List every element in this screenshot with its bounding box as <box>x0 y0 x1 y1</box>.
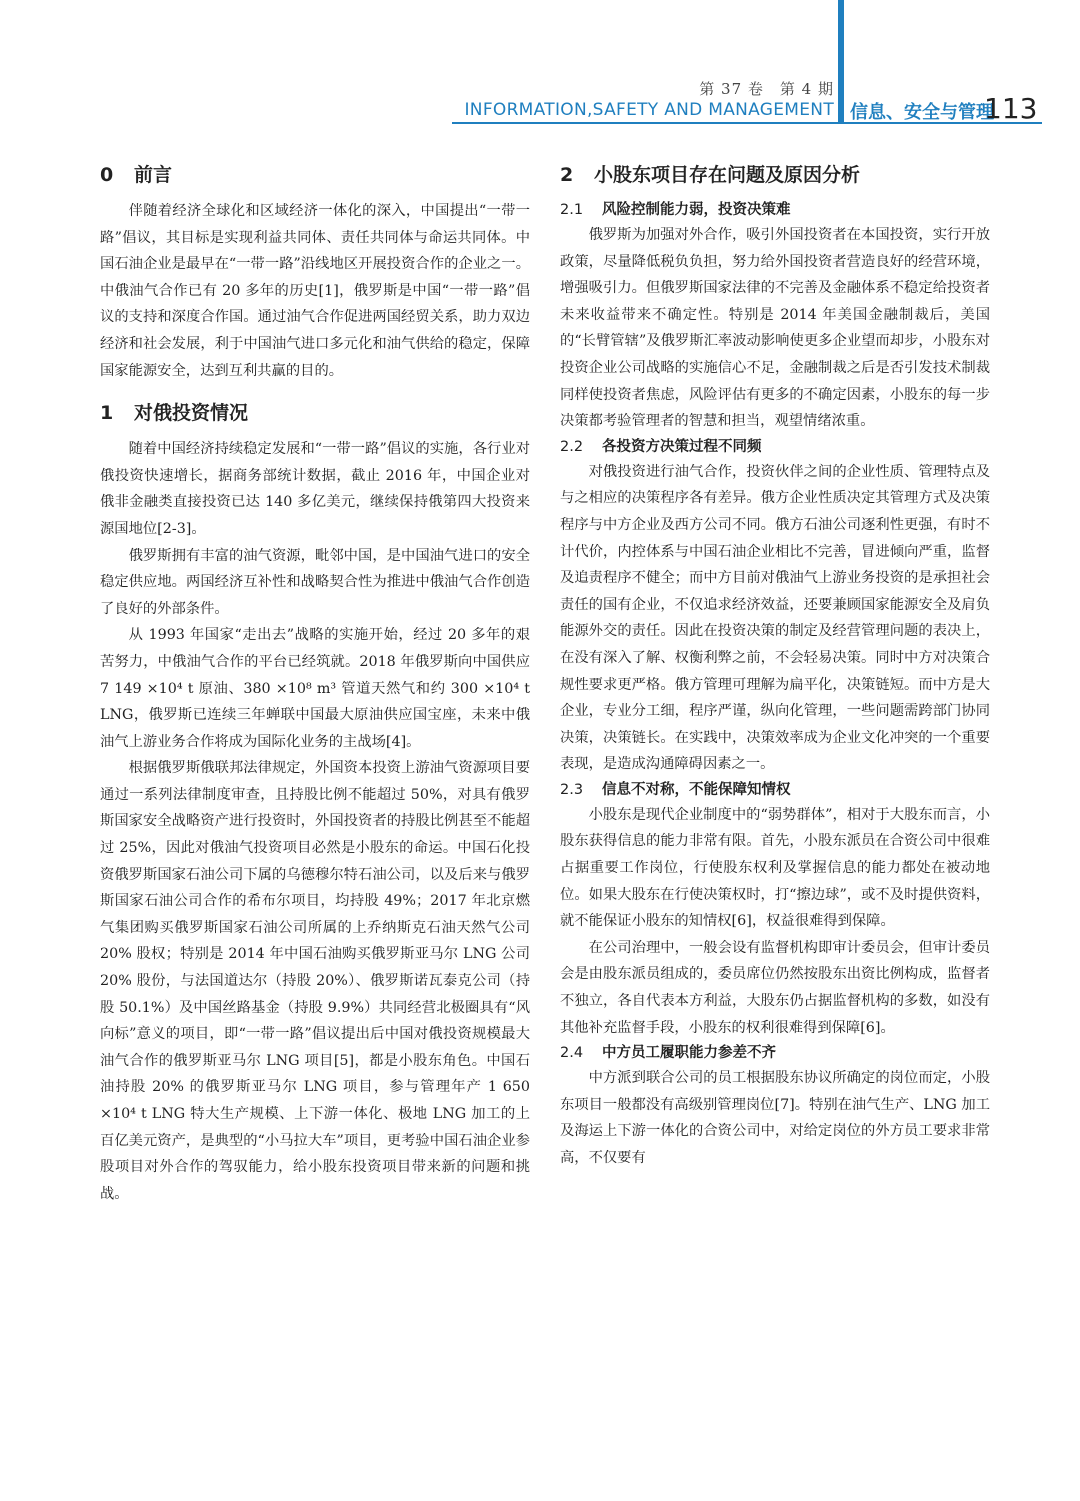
journal-title-english: INFORMATION,SAFETY AND MANAGEMENT <box>464 100 834 120</box>
paragraph: 从 1993 年国家“走出去”战略的实施开始，经过 20 多年的艰苦努力，中俄油气合作的平台已经筑就。2018 年俄罗斯向中国供应7 149 ×10⁴ t 原油、380 ×10⁸ m³ 管道天然气和约 300 ×10⁴ t LNG，俄罗斯已连续三年蝉联中国最大原油供应国宝座，未来中俄油气上游业务合作将成为国际化业务的主战场[4]。 <box>100 627 530 750</box>
page-number: 113 <box>984 92 1038 125</box>
subsection-heading-2-3 <box>560 778 990 802</box>
subsection-title: 风险控制能力弱，投资决策难 <box>602 202 791 218</box>
subsection-title: 信息不对称，不能保障知情权 <box>602 781 791 798</box>
section-title: 小股东项目存在问题及原因分析 <box>594 164 861 186</box>
subsection-heading-2-4 <box>560 1041 990 1065</box>
paragraph: 随着中国经济持续稳定发展和“一带一路”倡议的实施，各行业对俄投资快速增长，据商务部统计数据，截止 2016 年，中国企业对俄非金融类直接投资已达 140 多亿美元，继续保持俄第四大投资来源国地位[2-3]。 <box>100 441 530 537</box>
paragraph: 小股东是现代企业制度中的“弱势群体”，相对于大股东而言，小股东获得信息的能力非常有限。首先，小股东派员在合资公司中很难占据重要工作岗位，行使股东权利及掌握信息的能力都处在被动地位。如果大股东在行使决策权时，打“擦边球”，或不及时提供资料，就不能保证小股东的知情权[6]，权益很难得到保障。 <box>560 806 990 930</box>
paragraph: 中方派到联合公司的员工根据股东协议所确定的岗位而定，小股东项目一般都没有高级别管理岗位[7]。特别在油气生产、LNG 加工及海运上下游一体化的合资公司中，对给定岗位的外方员工要求非常高，不仅要有 <box>560 1070 990 1166</box>
subsection-number: 2.2 <box>560 438 584 455</box>
section-number: 0 <box>100 164 114 186</box>
paragraph: 俄罗斯为加强对外合作，吸引外国投资者在本国投资，实行开放政策，尽量降低税负负担，努力给外国投资者营造良好的经营环境，增强吸引力。但俄罗斯国家法律的不完善及金融体系不稳定给投资者未来收益带来不确定性。特别是 2014 年美国金融制裁后，美国的“长臂管辖”及俄罗斯汇率波动影响使更多企业望而却步，小股东对投资企业公司战略的实施信心不足，金融制裁之后是否引发技术制裁同样使投资者焦虑，风险评估有更多的不确定因素，小股东的每一步决策都考验管理者的智慧和担当，观望情绪浓重。 <box>560 227 990 430</box>
journal-title-chinese: 信息、安全与管理 <box>850 102 994 123</box>
right-column <box>560 160 990 1172</box>
section-number: 1 <box>100 402 114 425</box>
paragraph: 根据俄罗斯俄联邦法律规定，外国资本投资上游油气资源项目要通过一系列法律制度审查，且持股比例不能超过 50%，对具有俄罗斯国家安全战略资产进行投资时，外国投资者的持股比例甚至不能超过 25%，因此对俄油气投资项目必然是小股东的命运。中国石化投资俄罗斯国家石油公司下属的乌德穆尔特石油公司，以及后来与俄罗斯国家石油公司合作的希布尔项目，均持股 49%；2017 年北京燃气集团购买俄罗斯国家石油公司所属的上乔纳斯克石油天然气公司 20% 股权；特别是 2014 年中国石油购买俄罗斯亚马尔 LNG 公司 20% 股份，与法国道达尔（持股 20%）、俄罗斯诺瓦泰克公司（持股 50.1%）及中国丝路基金（持股 9.9%）共同经营北极圈具有“风向标”意义的项目，即“一带一路”倡议提出后中国对俄投资规模最大油气合作的俄罗斯亚马尔 LNG 项目[5]，都是小股东角色。中国石油持股 20% 的俄罗斯亚马尔 LNG 项目，参与管理年产 1 650 ×10⁴ t LNG 特大生产规模、上下游一体化、极地 LNG 加工的上百亿美元资产，是典型的“小马拉大车”项目，更考验中国石油企业参股项目对外合作的驾驭能力，给小股东投资项目带来新的问题和挑战。 <box>100 760 530 1202</box>
subsection-heading-2-2 <box>560 435 990 459</box>
subsection-number: 2.3 <box>560 781 584 798</box>
left-column <box>100 160 530 1207</box>
subsection-number: 2.4 <box>560 1045 584 1062</box>
section-title: 前言 <box>134 164 173 186</box>
section-heading-1 <box>100 398 530 428</box>
section-number: 2 <box>560 164 574 186</box>
section-title: 对俄投资情况 <box>134 402 249 425</box>
paragraph: 俄罗斯拥有丰富的油气资源，毗邻中国，是中国油气进口的安全稳定供应地。两国经济互补性和战略契合性为推进中俄油气合作创造了良好的外部条件。 <box>100 547 530 617</box>
subsection-number: 2.1 <box>560 202 584 218</box>
section-heading-2 <box>560 160 990 190</box>
subsection-heading-2-1 <box>560 198 990 222</box>
paragraph: 在公司治理中，一般会设有监督机构即审计委员会，但审计委员会是由股东派员组成的，委员席位仍然按股东出资比例构成，监督者不独立，各自代表本方利益，大股东仍占据监督机构的多数，如没有其他补充监督手段，小股东的权利很难得到保障[6]。 <box>560 939 990 1036</box>
header-vertical-rule <box>838 0 844 122</box>
section-heading-0 <box>100 160 530 190</box>
volume-issue: 第 37 卷 第 4 期 <box>699 80 834 98</box>
paragraph: 伴随着经济全球化和区域经济一体化的深入，中国提出“一带一路”倡议，其目标是实现利益共同体、责任共同体与命运共同体。中国石油企业是最早在“一带一路”沿线地区开展投资合作的企业之一。中俄油气合作已有 20 多年的历史[1]，俄罗斯是中国“一带一路”倡议的支持和深度合作国。通过油气合作促进两国经贸关系，助力双边经济和社会发展，利于中国油气进口多元化和油气供给的稳定，保障国家能源安全，达到互利共赢的目的。 <box>100 203 530 379</box>
page-header <box>0 0 1080 140</box>
subsection-title: 各投资方决策过程不同频 <box>602 438 762 455</box>
subsection-title: 中方员工履职能力参差不齐 <box>602 1045 776 1062</box>
paragraph: 对俄投资进行油气合作，投资伙伴之间的企业性质、管理特点及与之相应的决策程序各有差异。俄方企业性质决定其管理方式及决策程序与中方企业及西方公司不同。俄方石油公司逐利性更强，有时不计代价，内控体系与中国石油企业相比不完善，冒进倾向严重，监督及追责程序不健全；而中方目前对俄油气上游业务投资的是承担社会责任的国有企业，不仅追求经济效益，还要兼顾国家能源安全及肩负能源外交的责任。因此在投资决策的制定及经营管理问题的表决上，在没有深入了解、权衡利弊之前，不会轻易决策。同时中方对决策合规性要求更严格。俄方管理可理解为扁平化，决策链短。而中方是大企业，专业分工细，程序严谨，纵向化管理，一些问题需跨部门协同决策，决策链长。在实践中，决策效率成为企业文化冲突的一个重要表现，是造成沟通障碍因素之一。 <box>560 463 990 773</box>
